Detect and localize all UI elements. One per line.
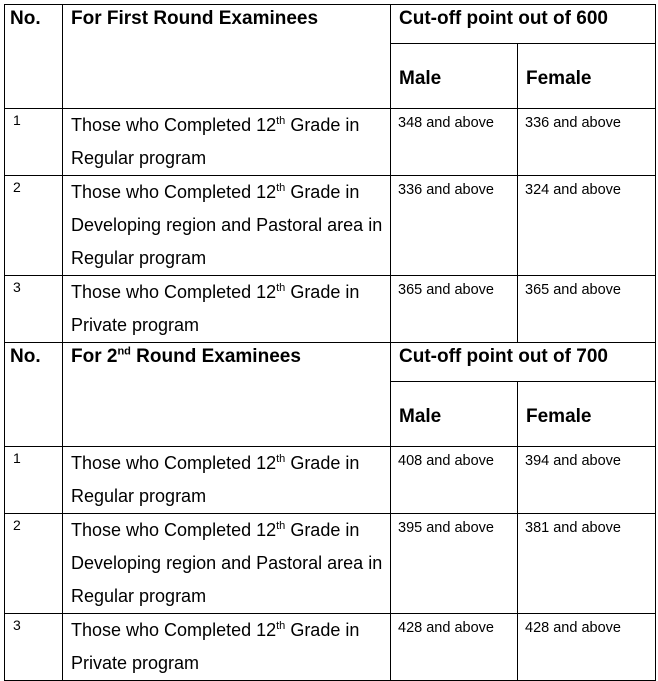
description-text: Those who Completed 12 xyxy=(71,115,277,135)
table-row xyxy=(5,514,656,614)
description-text: Those who Completed 12 xyxy=(71,620,277,640)
male-cutoff: 336 and above xyxy=(391,176,518,276)
ordinal-suffix: nd xyxy=(117,345,131,358)
female-cutoff: 394 and above xyxy=(518,447,656,514)
description-text: Grade in Regular program xyxy=(71,115,360,168)
row-description xyxy=(63,514,391,614)
ordinal-suffix: th xyxy=(276,115,286,127)
female-cutoff: 324 and above xyxy=(518,176,656,276)
description-text: Grade in Regular program xyxy=(71,453,360,506)
second-round-title-text: For 2 xyxy=(71,346,118,367)
description-text: Those who Completed 12 xyxy=(71,282,277,302)
female-cutoff: 336 and above xyxy=(518,109,656,176)
description-text: Grade in Developing region and Pastoral area in Regular program xyxy=(71,182,383,268)
table-row xyxy=(5,614,656,681)
female-cutoff: 365 and above xyxy=(518,276,656,343)
second-round-header-row xyxy=(5,343,656,382)
row-description xyxy=(63,109,391,176)
male-cutoff: 428 and above xyxy=(391,614,518,681)
no-header: No. xyxy=(5,5,63,109)
description-text: Those who Completed 12 xyxy=(71,520,277,540)
row-number: 2 xyxy=(5,176,63,276)
description-text: Those who Completed 12 xyxy=(71,453,277,473)
first-round-header-row xyxy=(5,5,656,44)
ordinal-suffix: th xyxy=(276,520,286,532)
male-cutoff: 395 and above xyxy=(391,514,518,614)
row-description xyxy=(63,447,391,514)
male-header: Male xyxy=(391,44,518,109)
row-number: 3 xyxy=(5,614,63,681)
male-cutoff: 408 and above xyxy=(391,447,518,514)
second-round-title xyxy=(63,343,391,447)
table-row xyxy=(5,447,656,514)
no-header: No. xyxy=(5,343,63,447)
description-text: Grade in Private program xyxy=(71,620,360,673)
ordinal-suffix: th xyxy=(276,453,286,465)
male-header: Male xyxy=(391,382,518,447)
second-round-title-text: Round Examinees xyxy=(130,346,301,367)
row-number: 2 xyxy=(5,514,63,614)
table-row xyxy=(5,276,656,343)
description-text: Grade in Private program xyxy=(71,282,360,335)
female-header: Female xyxy=(518,44,656,109)
row-description xyxy=(63,176,391,276)
male-cutoff: 365 and above xyxy=(391,276,518,343)
row-number: 1 xyxy=(5,447,63,514)
ordinal-suffix: th xyxy=(276,282,286,294)
second-round-cutoff-title: Cut-off point out of 700 xyxy=(391,343,656,382)
ordinal-suffix: th xyxy=(276,182,286,194)
row-description xyxy=(63,276,391,343)
table-row xyxy=(5,109,656,176)
female-cutoff: 428 and above xyxy=(518,614,656,681)
description-text: Grade in Developing region and Pastoral area in Regular program xyxy=(71,520,383,606)
first-round-cutoff-title: Cut-off point out of 600 xyxy=(391,5,656,44)
female-cutoff: 381 and above xyxy=(518,514,656,614)
male-cutoff: 348 and above xyxy=(391,109,518,176)
row-description xyxy=(63,614,391,681)
table-row xyxy=(5,176,656,276)
ordinal-suffix: th xyxy=(276,620,286,632)
female-header: Female xyxy=(518,382,656,447)
cutoff-points-table xyxy=(4,4,656,681)
row-number: 1 xyxy=(5,109,63,176)
first-round-title: For First Round Examinees xyxy=(63,5,391,109)
description-text: Those who Completed 12 xyxy=(71,182,277,202)
row-number: 3 xyxy=(5,276,63,343)
